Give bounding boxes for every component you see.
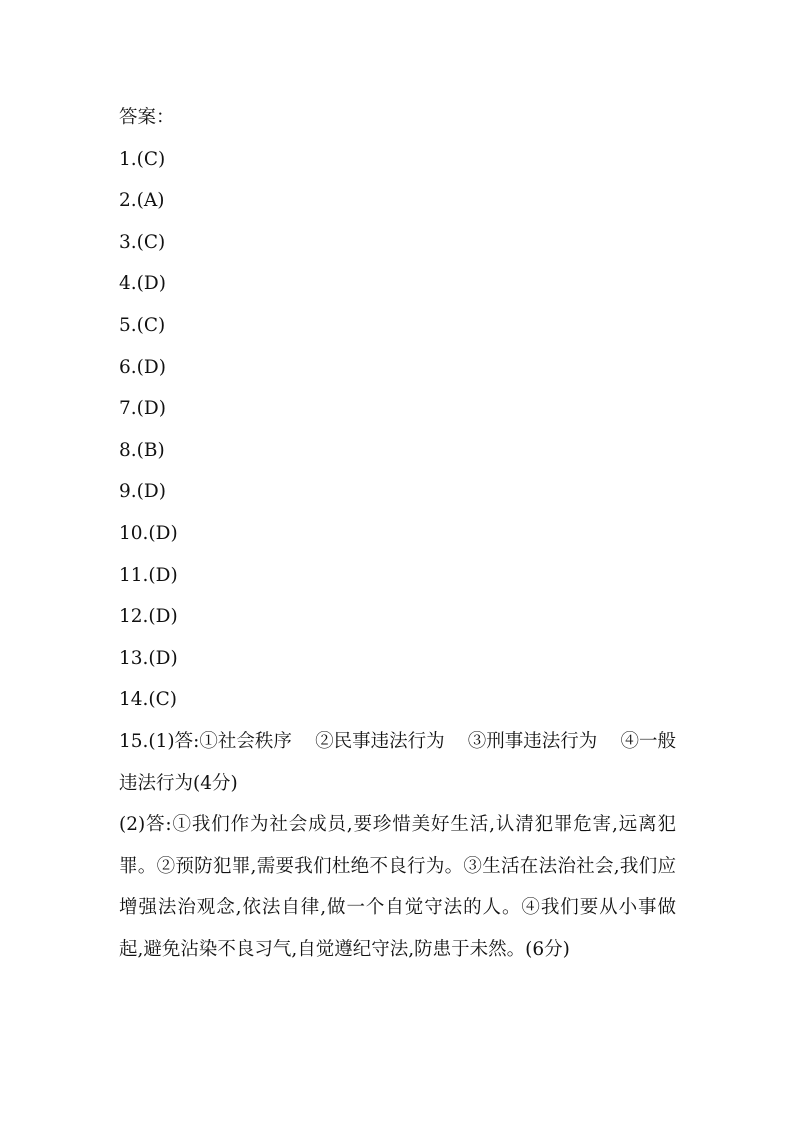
q15-part1-item-4: ④一般 [620, 730, 676, 752]
answer-line-14: 14.(C) [119, 689, 178, 711]
answer-line-5: 5.(C) [119, 314, 166, 336]
q15-part1-line1 [119, 721, 676, 763]
q15-part2-line-3: 增强法治观念,依法自律,做一个自觉守法的人。④我们要从小事做 [119, 897, 676, 919]
q15-part2-line-2: 罪。②预防犯罪,需要我们杜绝不良行为。③生活在法治社会,我们应 [119, 855, 676, 877]
answer-line-13: 13.(D) [119, 647, 178, 669]
answer-content [119, 97, 679, 970]
q15-part1-line2: 违法行为(4分) [119, 772, 238, 794]
answer-line-11: 11.(D) [119, 564, 178, 586]
answer-line-7: 7.(D) [119, 398, 166, 420]
answer-line-9: 9.(D) [119, 481, 166, 503]
answer-line-12: 12.(D) [119, 606, 178, 628]
q15-part1-item-3: ③刑事违法行为 [467, 730, 598, 752]
answer-line-10: 10.(D) [119, 522, 178, 544]
q15-part2-line-4: 起,避免沾染不良习气,自觉遵纪守法,防患于未然。(6分) [119, 938, 570, 960]
answer-line-2: 2.(A) [119, 190, 165, 212]
answer-line-1: 1.(C) [119, 148, 166, 170]
answer-line-8: 8.(B) [119, 439, 165, 461]
answer-line-3: 3.(C) [119, 231, 166, 253]
q15-part2-line-1: (2)答:①我们作为社会成员,要珍惜美好生活,认清犯罪危害,远离犯 [119, 814, 676, 836]
answers-heading: 答案： [119, 107, 175, 128]
answer-line-6: 6.(D) [119, 356, 166, 378]
answer-line-4: 4.(D) [119, 273, 166, 295]
q15-part1-item-2: ②民事违法行为 [315, 730, 445, 752]
q15-part1-item-1: 15.(1)答:①社会秩序 [119, 730, 292, 752]
